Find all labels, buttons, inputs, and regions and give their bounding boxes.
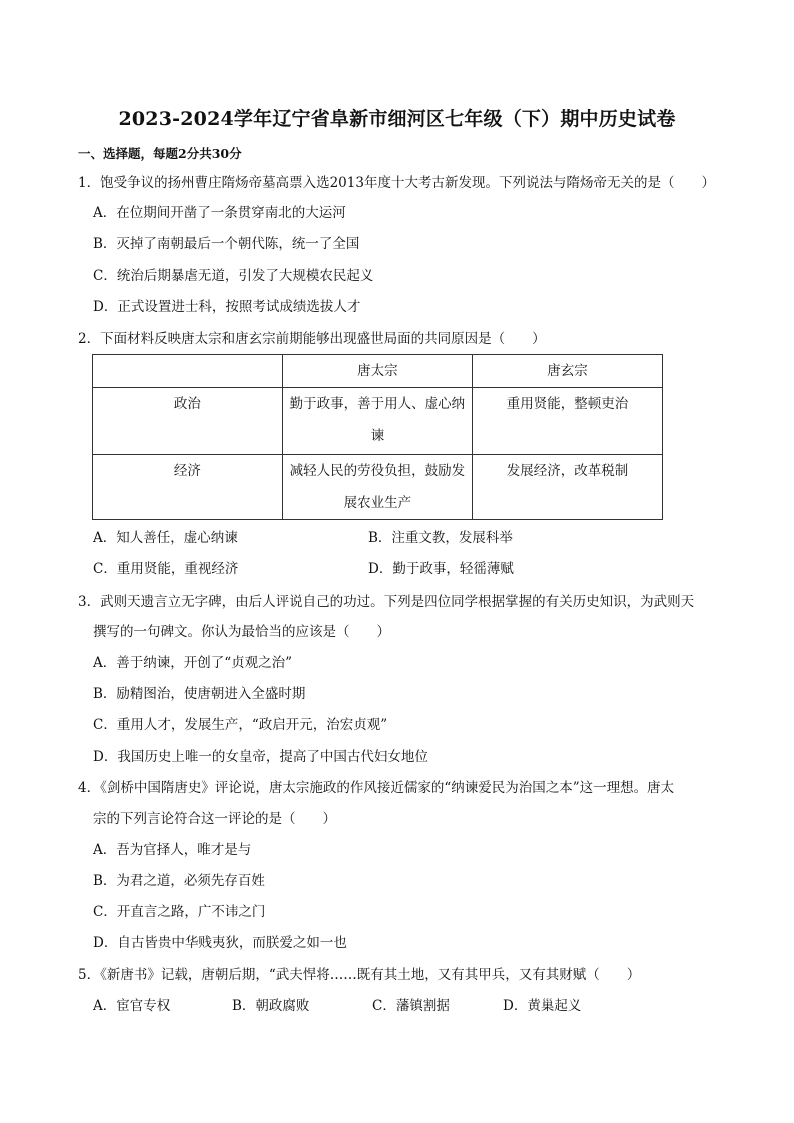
page-title: 2023-2024学年辽宁省阜新市细河区七年级（下）期中历史试卷 [118, 108, 676, 130]
question-5-option-a[interactable]: A．宦官专权 [93, 998, 171, 1014]
question-2-option-c[interactable]: C．重用贤能，重视经济 [93, 561, 239, 577]
question-1-option-b[interactable]: B．灭掉了南朝最后一个朝代陈，统一了全国 [93, 236, 360, 252]
question-2-option-a[interactable]: A．知人善任，虚心纳谏 [93, 530, 238, 546]
question-1-option-a[interactable]: A．在位期间开凿了一条贯穿南北的大运河 [93, 205, 346, 221]
table-row-label: 经济 [93, 455, 283, 520]
question-4-option-d[interactable]: D．自古皆贵中华贱夷狄，而朕爱之如一也 [93, 935, 347, 951]
table-header-row [93, 355, 663, 388]
question-3-option-b[interactable]: B．励精图治，使唐朝进入全盛时期 [93, 686, 306, 702]
question-5-option-c[interactable]: C．藩镇割据 [372, 998, 450, 1014]
table-row-label: 政治 [93, 388, 283, 455]
table-cell: 减轻人民的劳役负担，鼓励发展农业生产 [282, 455, 472, 520]
question-5-stem: 5．《新唐书》记载，唐朝后期，“武夫悍将……既有其土地，又有其甲兵，又有其财赋（ ） [78, 967, 641, 983]
table-cell: 勤于政事，善于用人、虚心纳谏 [282, 388, 472, 455]
comparison-table [92, 354, 663, 520]
table-cell: 重用贤能，整顿吏治 [472, 388, 662, 455]
question-2-stem: 2．下面材料反映唐太宗和唐玄宗前期能够出现盛世局面的共同原因是（ ） [78, 331, 546, 347]
question-2-option-d[interactable]: D．勤于政事，轻徭薄赋 [368, 561, 514, 577]
question-4-stem-line-2: 宗的下列言论符合这一评论的是（ ） [93, 811, 336, 827]
question-1-stem: 1．饱受争议的扬州曹庄隋炀帝墓高票入选2013年度十大考古新发现。下列说法与隋炀帝无关的是（ ） [78, 175, 715, 191]
table-header-cell: 唐玄宗 [472, 355, 662, 388]
question-1-option-d[interactable]: D．正式设置进士科，按照考试成绩选拔人才 [93, 299, 361, 315]
table-header-cell: 唐太宗 [282, 355, 472, 388]
question-4-stem-line-1: 4．《剑桥中国隋唐史》评论说，唐太宗施政的作风接近儒家的“纳谏爱民为治国之本”这一理想。唐太 [78, 780, 675, 796]
question-4-option-b[interactable]: B．为君之道，必须先存百姓 [93, 873, 265, 889]
question-5-option-b[interactable]: B．朝政腐败 [232, 998, 310, 1014]
question-5-option-d[interactable]: D．黄巢起义 [503, 998, 582, 1014]
table-row [93, 455, 663, 520]
table-cell: 发展经济，改革税制 [472, 455, 662, 520]
question-4-option-c[interactable]: C．开直言之路，广不讳之门 [93, 904, 266, 920]
question-3-option-d[interactable]: D．我国历史上唯一的女皇帝，提高了中国古代妇女地位 [93, 749, 428, 765]
question-2-option-b[interactable]: B．注重文教，发展科举 [368, 530, 513, 546]
section-heading: 一、选择题，每题2分共30分 [78, 146, 242, 161]
question-3-stem-line-1: 3．武则天遗言立无字碑，由后人评说自己的功过。下列是四位同学根据掌握的有关历史知识，为武则天 [78, 594, 695, 610]
table-header-cell [93, 355, 283, 388]
question-3-option-a[interactable]: A．善于纳谏，开创了“贞观之治” [93, 655, 293, 671]
question-3-stem-line-2: 撰写的一句碑文。你认为最恰当的应该是（ ） [93, 624, 390, 640]
question-1-option-c[interactable]: C．统治后期暴虐无道，引发了大规模农民起义 [93, 268, 374, 284]
table-row [93, 388, 663, 455]
question-3-option-c[interactable]: C．重用人才，发展生产，“政启开元，治宏贞观” [93, 717, 388, 733]
question-4-option-a[interactable]: A．吾为官择人，唯才是与 [93, 842, 252, 858]
